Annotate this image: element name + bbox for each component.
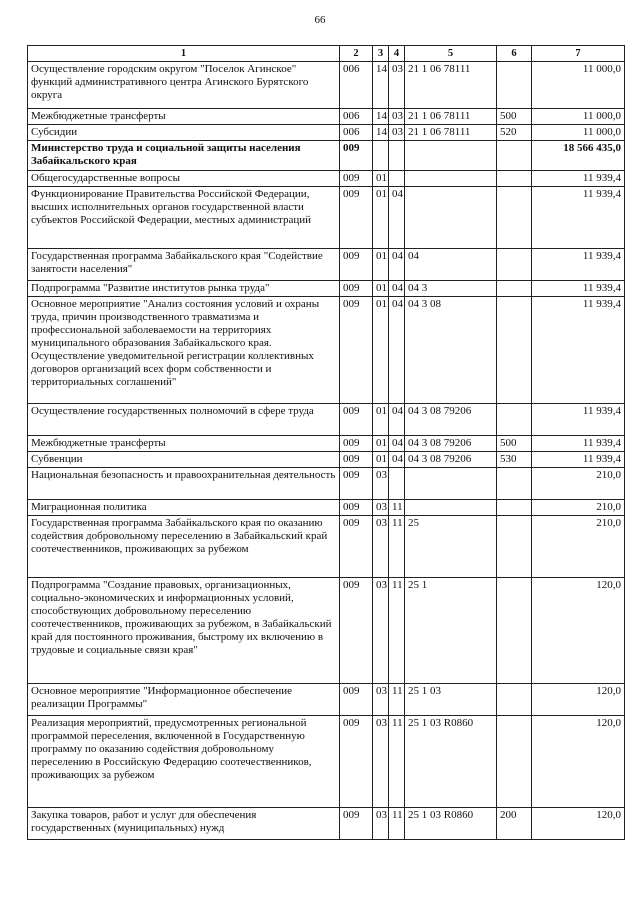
cell-section-code: 03: [373, 716, 389, 808]
column-header: 1: [28, 46, 340, 62]
row-name: Функционирование Правительства Российской Федерации, высших исполнительных органов государственной власти субъектов Российской Федерации, местных администраций: [28, 187, 340, 249]
cell-section-code: 01: [373, 249, 389, 281]
table-row: [28, 808, 625, 840]
cell-target-article: 04: [405, 249, 497, 281]
cell-expense-type: 520: [497, 125, 532, 141]
table-row: [28, 468, 625, 500]
cell-expense-type: [497, 468, 532, 500]
row-name: Подпрограмма "Развитие институтов рынка труда": [28, 281, 340, 297]
table-row: [28, 187, 625, 249]
page-number: 66: [314, 14, 326, 26]
cell-subsection-code: 03: [389, 125, 405, 141]
cell-subsection-code: 04: [389, 404, 405, 436]
cell-ministry-code: 006: [340, 109, 373, 125]
table-row: [28, 684, 625, 716]
cell-subsection-code: 03: [389, 109, 405, 125]
table-row: [28, 249, 625, 281]
table-row: [28, 452, 625, 468]
table-row: [28, 436, 625, 452]
cell-ministry-code: 009: [340, 716, 373, 808]
table-body: [28, 62, 625, 840]
row-name: Миграционная политика: [28, 500, 340, 516]
cell-ministry-code: 009: [340, 171, 373, 187]
cell-section-code: 01: [373, 436, 389, 452]
cell-section-code: 01: [373, 281, 389, 297]
cell-target-article: 25 1: [405, 578, 497, 684]
cell-section-code: 03: [373, 516, 389, 578]
cell-amount: 11 939,4: [532, 281, 625, 297]
cell-target-article: 04 3: [405, 281, 497, 297]
budget-table: [27, 45, 625, 840]
cell-expense-type: [497, 578, 532, 684]
cell-subsection-code: 11: [389, 500, 405, 516]
cell-section-code: 01: [373, 404, 389, 436]
table-row: [28, 578, 625, 684]
cell-ministry-code: 009: [340, 281, 373, 297]
cell-target-article: 25 1 03 R0860: [405, 716, 497, 808]
column-header: 2: [340, 46, 373, 62]
cell-ministry-code: 009: [340, 141, 373, 171]
row-name: Субвенции: [28, 452, 340, 468]
cell-section-code: 03: [373, 684, 389, 716]
cell-ministry-code: 009: [340, 187, 373, 249]
cell-expense-type: [497, 297, 532, 404]
row-name: Государственная программа Забайкальского края "Содействие занятости населения": [28, 249, 340, 281]
cell-ministry-code: 006: [340, 125, 373, 141]
cell-amount: 11 939,4: [532, 297, 625, 404]
table-row: [28, 109, 625, 125]
column-header: 4: [389, 46, 405, 62]
cell-subsection-code: [389, 468, 405, 500]
cell-section-code: 03: [373, 468, 389, 500]
cell-target-article: 04 3 08 79206: [405, 452, 497, 468]
cell-amount: 210,0: [532, 516, 625, 578]
table-row: [28, 500, 625, 516]
cell-subsection-code: 04: [389, 436, 405, 452]
table-row: [28, 281, 625, 297]
row-name: Осуществление городским округом "Поселок Агинское" функций административного центра Агинского Бурятского округа: [28, 62, 340, 109]
cell-target-article: 21 1 06 78111: [405, 109, 497, 125]
cell-target-article: [405, 500, 497, 516]
cell-ministry-code: 009: [340, 684, 373, 716]
cell-ministry-code: 009: [340, 468, 373, 500]
cell-target-article: [405, 468, 497, 500]
cell-amount: 11 939,4: [532, 187, 625, 249]
cell-section-code: 03: [373, 578, 389, 684]
cell-target-article: 25: [405, 516, 497, 578]
cell-section-code: 03: [373, 808, 389, 840]
cell-target-article: 25 1 03 R0860: [405, 808, 497, 840]
row-name: Государственная программа Забайкальского края по оказанию содействия добровольному переселению в Забайкальский край соотечественников, проживающих за рубежом: [28, 516, 340, 578]
cell-expense-type: [497, 404, 532, 436]
cell-section-code: 01: [373, 452, 389, 468]
table-row: [28, 125, 625, 141]
cell-subsection-code: 04: [389, 452, 405, 468]
cell-subsection-code: 04: [389, 249, 405, 281]
table-row: [28, 516, 625, 578]
cell-expense-type: [497, 171, 532, 187]
cell-ministry-code: 009: [340, 249, 373, 281]
cell-subsection-code: [389, 171, 405, 187]
cell-target-article: 04 3 08 79206: [405, 404, 497, 436]
cell-section-code: 03: [373, 500, 389, 516]
cell-subsection-code: 11: [389, 716, 405, 808]
cell-subsection-code: 04: [389, 281, 405, 297]
cell-amount: 18 566 435,0: [532, 141, 625, 171]
cell-amount: 11 939,4: [532, 404, 625, 436]
cell-amount: 11 000,0: [532, 125, 625, 141]
cell-expense-type: 200: [497, 808, 532, 840]
cell-subsection-code: 11: [389, 684, 405, 716]
column-header: 7: [532, 46, 625, 62]
cell-subsection-code: [389, 141, 405, 171]
cell-subsection-code: 03: [389, 62, 405, 109]
row-name: Межбюджетные трансферты: [28, 109, 340, 125]
cell-expense-type: 530: [497, 452, 532, 468]
cell-expense-type: 500: [497, 436, 532, 452]
cell-ministry-code: 009: [340, 808, 373, 840]
table-row: [28, 141, 625, 171]
cell-expense-type: [497, 249, 532, 281]
table-row: [28, 716, 625, 808]
row-name: Осуществление государственных полномочий в сфере труда: [28, 404, 340, 436]
table-row: [28, 297, 625, 404]
cell-ministry-code: 009: [340, 436, 373, 452]
cell-amount: 210,0: [532, 468, 625, 500]
cell-section-code: [373, 141, 389, 171]
table-row: [28, 171, 625, 187]
cell-section-code: 14: [373, 62, 389, 109]
cell-amount: 11 939,4: [532, 436, 625, 452]
row-name: Межбюджетные трансферты: [28, 436, 340, 452]
cell-section-code: 01: [373, 171, 389, 187]
cell-amount: 11 000,0: [532, 62, 625, 109]
table-row: [28, 62, 625, 109]
row-name: Подпрограмма "Создание правовых, организационных, социально-экономических и информационных условий, способствующих добровольному переселению соотечественников, проживающих за рубежом, в Забайкальский край для постоянного проживания, быстрому их включению в трудовые и социальные связи края": [28, 578, 340, 684]
cell-section-code: 14: [373, 125, 389, 141]
cell-target-article: 21 1 06 78111: [405, 62, 497, 109]
cell-section-code: 14: [373, 109, 389, 125]
cell-target-article: [405, 141, 497, 171]
cell-amount: 11 000,0: [532, 109, 625, 125]
row-name: Основное мероприятие "Анализ состояния условий и охраны труда, причин производственного травматизма и профессиональной заболеваемости на территориях муниципального образования Забайкальского края. Осуществление уведомительной регистрации коллективных договоров организаций всех форм собственности и территориальных соглашений": [28, 297, 340, 404]
cell-target-article: 04 3 08: [405, 297, 497, 404]
cell-subsection-code: 11: [389, 578, 405, 684]
cell-ministry-code: 009: [340, 578, 373, 684]
table-row: [28, 404, 625, 436]
cell-target-article: 25 1 03: [405, 684, 497, 716]
cell-ministry-code: 009: [340, 297, 373, 404]
cell-subsection-code: 04: [389, 297, 405, 404]
cell-target-article: 04 3 08 79206: [405, 436, 497, 452]
row-name: Общегосударственные вопросы: [28, 171, 340, 187]
table-header-row: [28, 46, 625, 62]
cell-amount: 210,0: [532, 500, 625, 516]
cell-ministry-code: 009: [340, 404, 373, 436]
cell-amount: 11 939,4: [532, 171, 625, 187]
column-header: 5: [405, 46, 497, 62]
row-name: Министерство труда и социальной защиты населения Забайкальского края: [28, 141, 340, 171]
cell-subsection-code: 04: [389, 187, 405, 249]
cell-section-code: 01: [373, 187, 389, 249]
cell-expense-type: [497, 187, 532, 249]
cell-expense-type: [497, 281, 532, 297]
row-name: Реализация мероприятий, предусмотренных региональной программой переселения, включенной в Государственную программу по оказанию содействия добровольному переселению в Российскую Федерацию соотечественников, проживающих за рубежом: [28, 716, 340, 808]
column-header: 3: [373, 46, 389, 62]
row-name: Закупка товаров, работ и услуг для обеспечения государственных (муниципальных) нужд: [28, 808, 340, 840]
row-name: Субсидии: [28, 125, 340, 141]
cell-target-article: [405, 171, 497, 187]
column-header: 6: [497, 46, 532, 62]
cell-amount: 120,0: [532, 716, 625, 808]
cell-target-article: 21 1 06 78111: [405, 125, 497, 141]
cell-expense-type: [497, 516, 532, 578]
cell-subsection-code: 11: [389, 516, 405, 578]
cell-amount: 120,0: [532, 578, 625, 684]
cell-expense-type: [497, 500, 532, 516]
cell-ministry-code: 009: [340, 452, 373, 468]
cell-expense-type: [497, 141, 532, 171]
cell-subsection-code: 11: [389, 808, 405, 840]
cell-amount: 11 939,4: [532, 452, 625, 468]
cell-ministry-code: 009: [340, 516, 373, 578]
cell-amount: 120,0: [532, 684, 625, 716]
cell-target-article: [405, 187, 497, 249]
row-name: Национальная безопасность и правоохранительная деятельность: [28, 468, 340, 500]
cell-amount: 120,0: [532, 808, 625, 840]
cell-expense-type: 500: [497, 109, 532, 125]
cell-expense-type: [497, 684, 532, 716]
cell-ministry-code: 009: [340, 500, 373, 516]
cell-amount: 11 939,4: [532, 249, 625, 281]
row-name: Основное мероприятие "Информационное обеспечение реализации Программы": [28, 684, 340, 716]
cell-expense-type: [497, 716, 532, 808]
cell-expense-type: [497, 62, 532, 109]
cell-section-code: 01: [373, 297, 389, 404]
cell-ministry-code: 006: [340, 62, 373, 109]
